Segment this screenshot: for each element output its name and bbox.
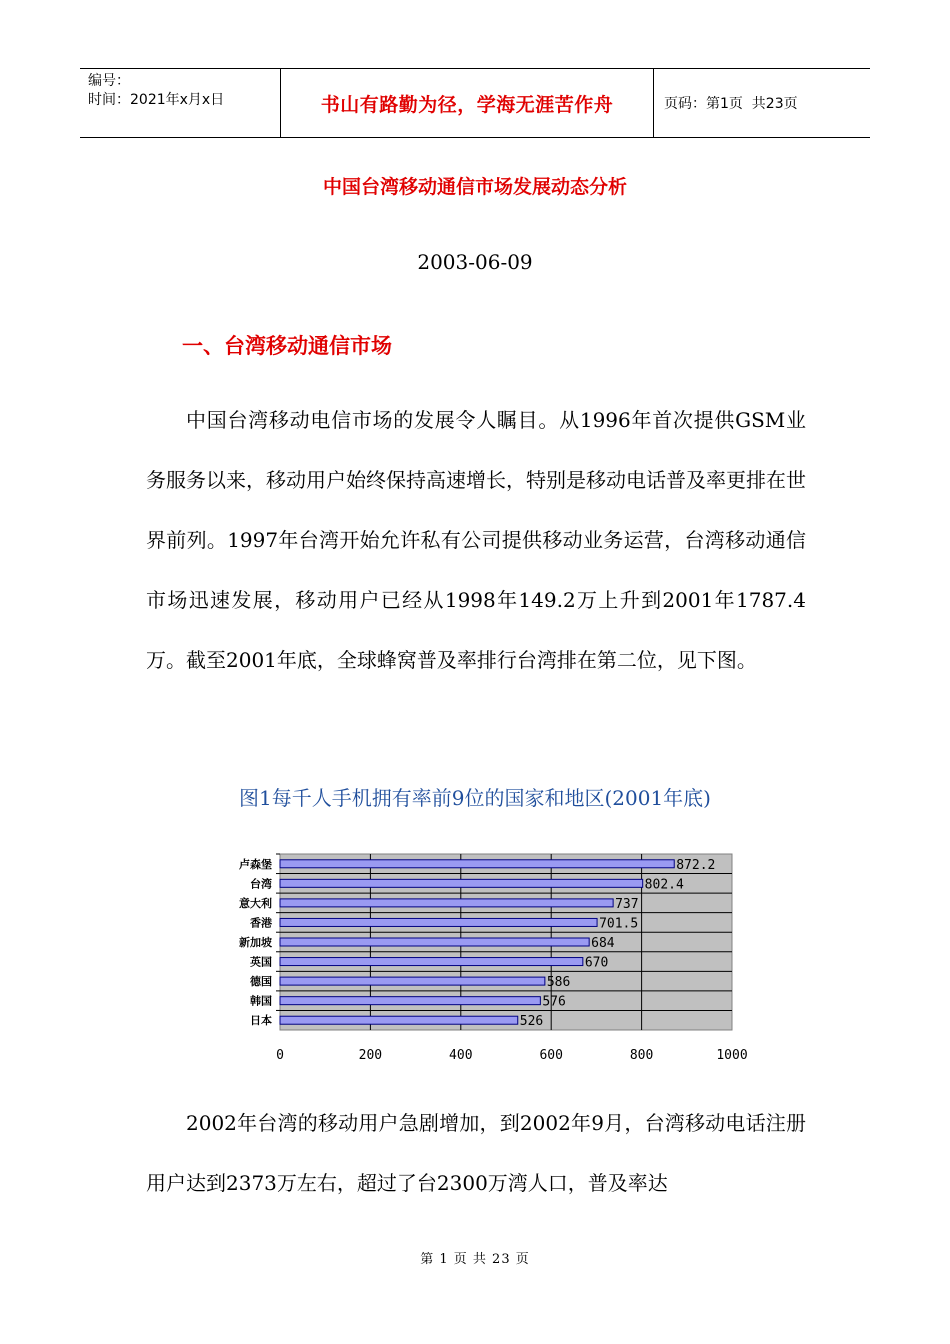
- time-label: 时间：2021年x月x日: [88, 92, 225, 108]
- section-heading: 一、台湾移动通信市场: [182, 334, 392, 358]
- page-footer: 第 1 页 共 23 页: [420, 1252, 530, 1267]
- category-label: 台湾: [250, 877, 272, 891]
- data-label: 872.2: [676, 857, 716, 873]
- number-label: 编号：: [88, 73, 130, 89]
- x-tick-label: 400: [449, 1048, 473, 1063]
- header-motto: 书山有路勤为径，学海无涯苦作舟: [281, 69, 654, 137]
- bar: [280, 977, 545, 985]
- page-info-text: 页码：第1页 共23页: [664, 96, 798, 112]
- x-tick-label: 600: [539, 1048, 563, 1063]
- x-tick-label: 1000: [716, 1048, 748, 1063]
- data-label: 586: [546, 975, 571, 991]
- category-label: 新加坡: [239, 936, 272, 949]
- category-label: 卢森堡: [239, 857, 272, 871]
- header-meta: [80, 69, 281, 137]
- data-label: 684: [591, 936, 615, 951]
- category-label: 意大利: [239, 896, 272, 910]
- bar: [280, 918, 597, 926]
- bar: [280, 879, 643, 887]
- paragraph-1: 中国台湾移动电信市场的发展令人瞩目。从1996年首次提供GSM业务服务以来，移动用户始终保持高速增长，特别是移动电话普及率更排在世界前列。1997年台湾开始允许私有公司提供移动业务运营，台湾移动通信市场迅速发展，移动用户已经从1998年149.2万上升到2001年1787.4万。截至2001年底，全球蜂窝普及率排行台湾排在第二位，见下图。: [146, 408, 806, 672]
- document-title: 中国台湾移动通信市场发展动态分析: [322, 176, 627, 198]
- data-label: 526: [519, 1014, 544, 1030]
- document-date: 2003-06-09: [417, 250, 533, 274]
- category-label: 英国: [250, 955, 272, 969]
- x-tick-label: 800: [629, 1048, 654, 1063]
- data-label: 670: [584, 955, 609, 971]
- bar-chart: [232, 848, 762, 1073]
- bar: [280, 860, 674, 868]
- header-page-info: [654, 69, 870, 137]
- bar: [280, 997, 540, 1005]
- data-label: 802.4: [644, 877, 684, 893]
- category-label: 香港: [250, 916, 272, 930]
- data-label: 737: [615, 896, 639, 912]
- category-label: 日本: [250, 1014, 272, 1028]
- bar: [280, 938, 589, 946]
- bar: [280, 899, 613, 907]
- figure-caption: 图1每千人手机拥有率前9位的国家和地区(2001年底): [239, 786, 711, 810]
- data-label: 701.5: [599, 916, 639, 932]
- x-tick-label: 0: [276, 1048, 284, 1063]
- data-label: 576: [542, 994, 566, 1010]
- bar: [280, 958, 583, 966]
- bar: [280, 1016, 518, 1024]
- x-tick-label: 200: [358, 1048, 383, 1063]
- category-label: 韩国: [250, 994, 272, 1008]
- page-header: [80, 68, 870, 138]
- paragraph-2: 2002年台湾的移动用户急剧增加，到2002年9月，台湾移动电话注册用户达到2373万左右，超过了台2300万湾人口，普及率达: [146, 1111, 806, 1195]
- category-label: 德国: [250, 975, 272, 989]
